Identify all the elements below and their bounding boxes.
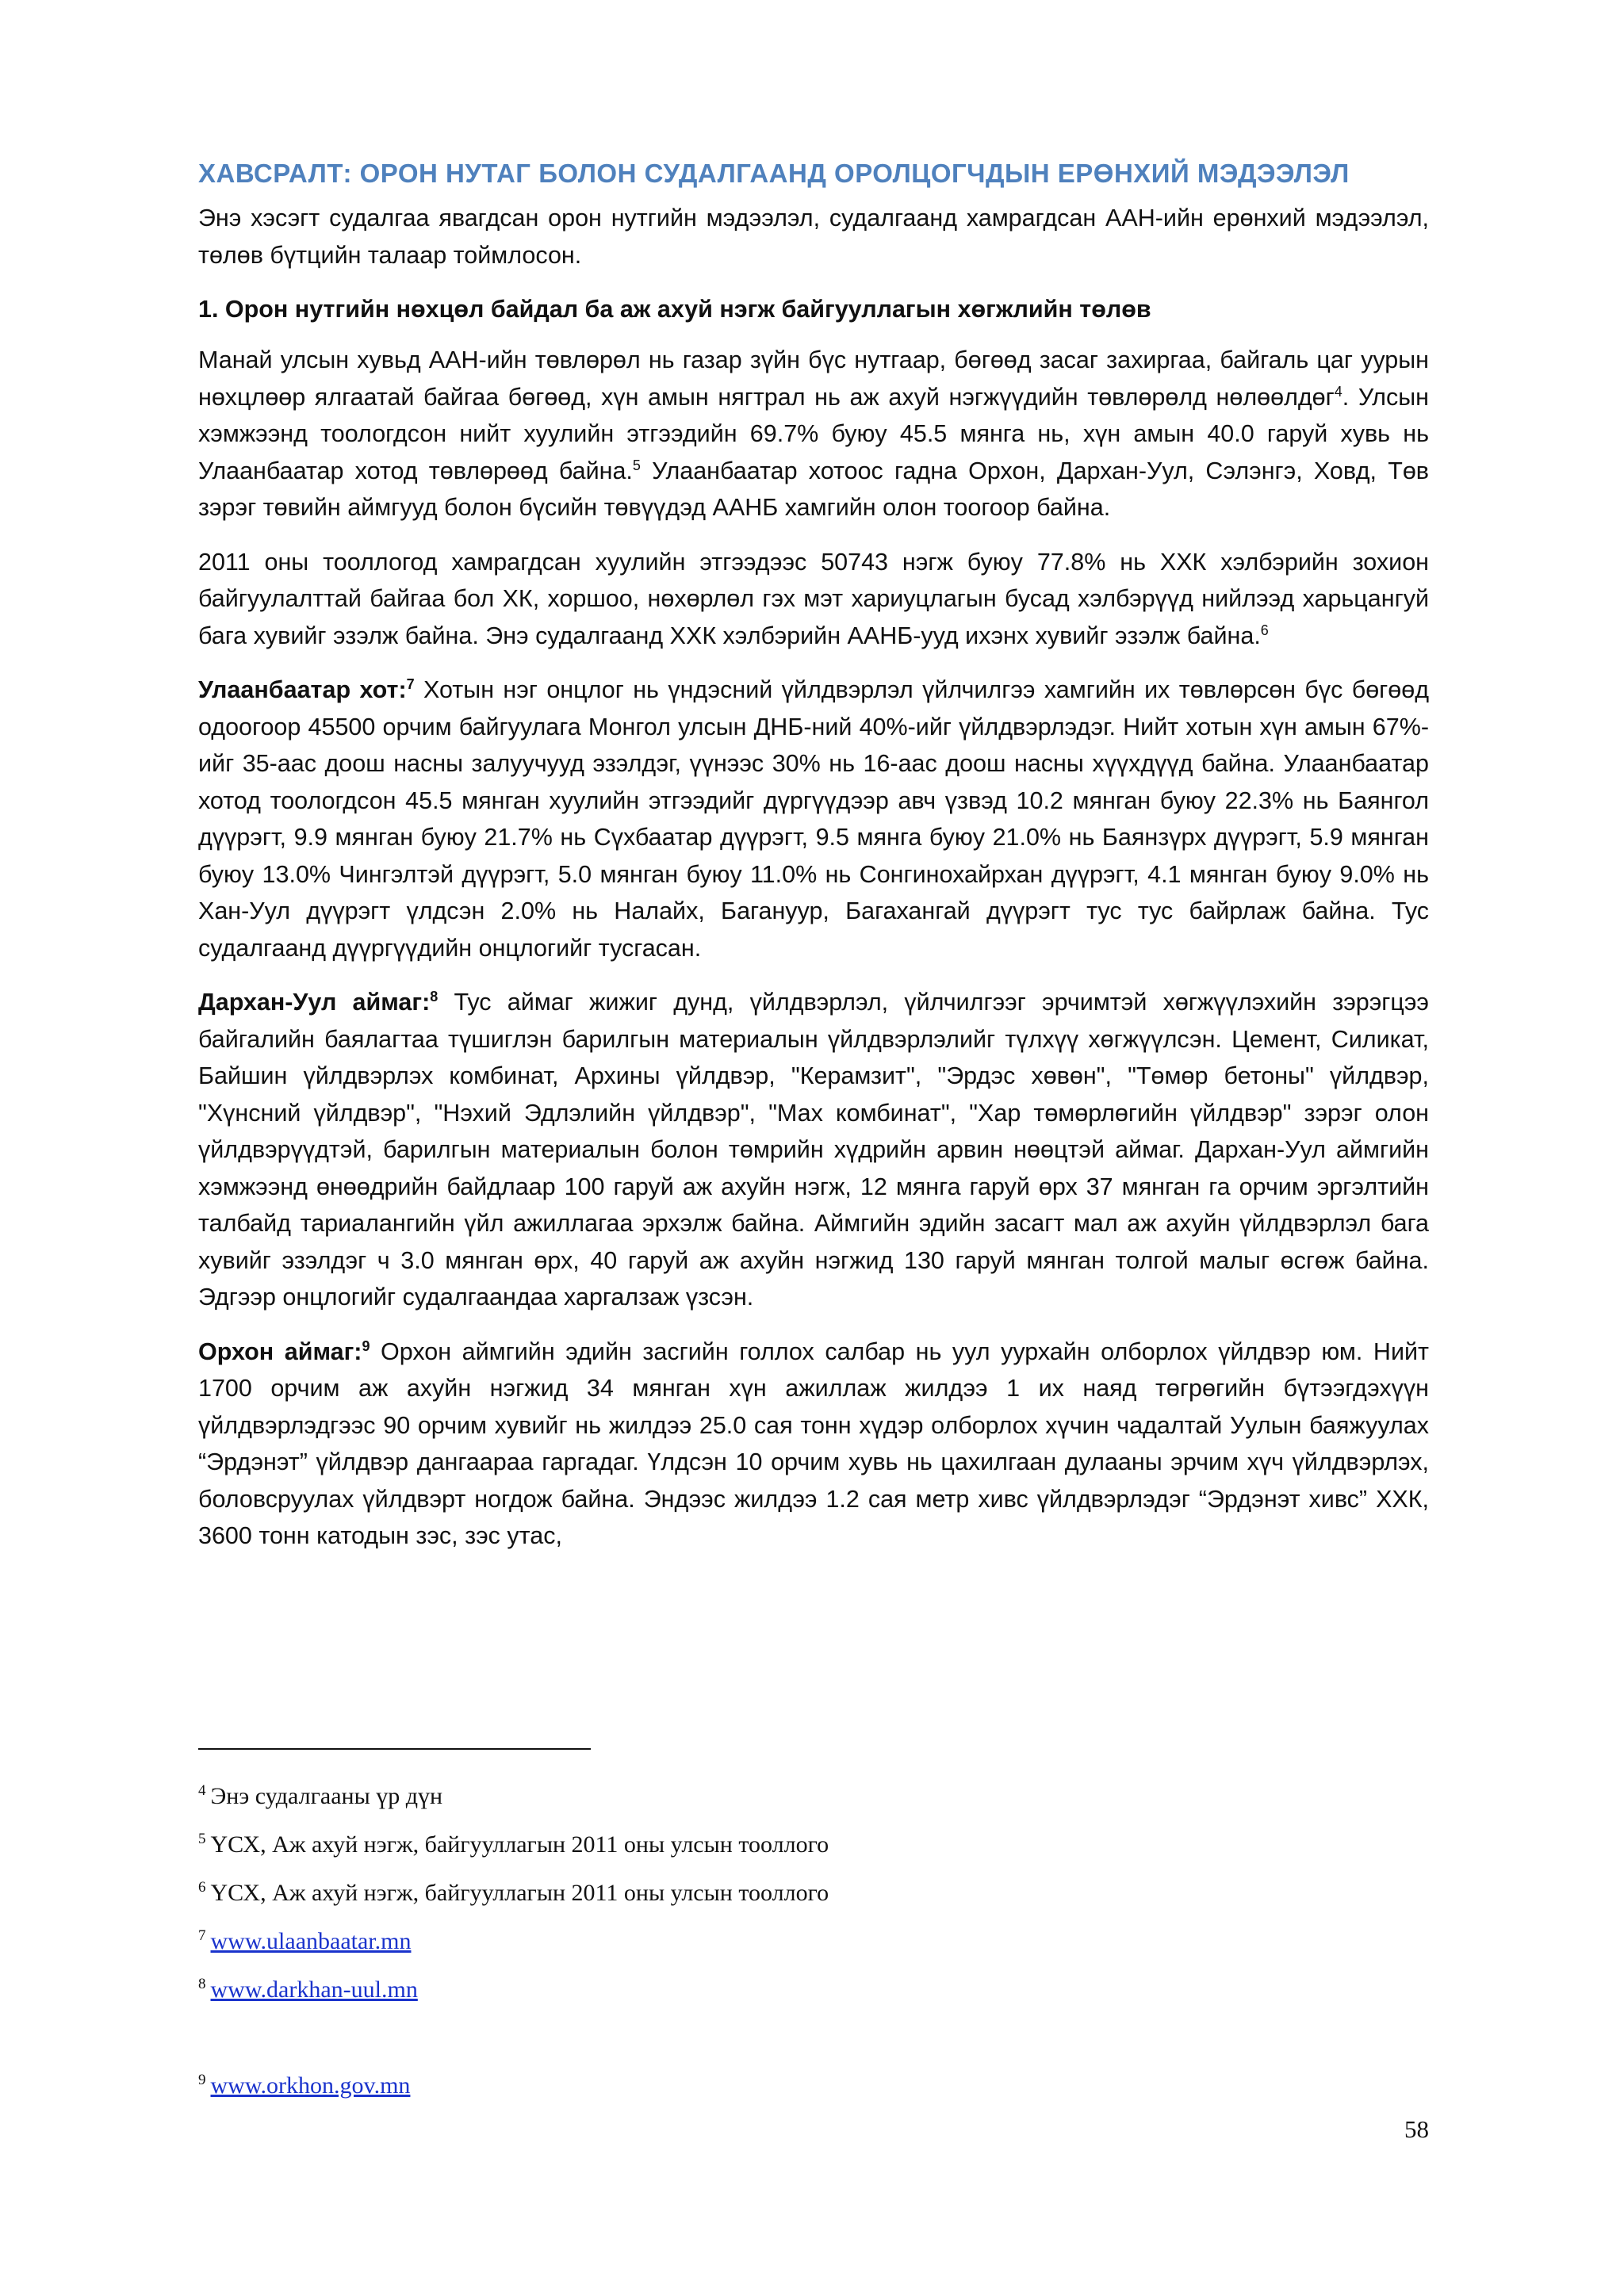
footnote-item (198, 1869, 1429, 1917)
paragraph-text: Орхон аймгийн эдийн засгийн голлох салбар нь уул уурхайн олборлох үйлдвэр юм. Нийт 1700 орчим аж ахуйн нэгжид 34 мянган хүн ажиллаж жилдээ 1 их наяд төгрөгийн бүтээгдэхүүн үйлдвэрлэдгээс 90 орчим хувийг нь жилдээ 25.0 сая тонн хүдэр олборлох хүчин чадалтай Уулын баяжуулах “Эрдэнэт” үйлдвэр дангаараа гаргадаг. Үлдсэн 10 орчим хувь нь цахилгаан дулааны эрчим хүч үйлдвэрлэх, боловсруулах үйлдвэрт ногдож байна. Эндээс жилдээ 1.2 сая метр хивс үйлдвэрлэдэг “Эрдэнэт хивс” ХХК, 3600 тонн катодын зэс, зэс утас, (198, 1337, 1429, 1549)
lead-orkhon: Орхон аймаг: (198, 1337, 362, 1365)
footnote-ref[interactable]: 7 (406, 675, 415, 692)
appendix-heading: ХАВСРАЛТ: ОРОН НУТАГ БОЛОН СУДАЛГААНД ОРОЛЦОГЧДЫН ЕРӨНХИЙ МЭДЭЭЛЭЛ (198, 159, 1350, 188)
footnote-number: 4 (198, 1782, 206, 1799)
paragraph-ulaanbaatar (198, 672, 1429, 966)
footnote-number: 8 (198, 1976, 206, 1992)
paragraph-orkhon (198, 1334, 1429, 1555)
footnote-number: 7 (198, 1927, 206, 1944)
footnote-ref[interactable]: 5 (632, 457, 641, 473)
paragraph-text: Манай улсын хувьд ААН-ийн төвлөрөл нь газар зүйн бүс нутгаар, бөгөөд засаг захиргаа, байгаль цаг уурын нөхцлөөр ялгаатай байгаа бөгөөд, хүн амын нягтрал нь аж ахуй нэгжүүдийн төвлөрөлд нөлөөлдөг (198, 346, 1429, 411)
footnote-link-ulaanbaatar[interactable]: www.ulaanbaatar.mn (210, 1928, 412, 1954)
footnotes (198, 1772, 1429, 2110)
footnote-ref[interactable]: 8 (430, 988, 439, 1004)
footnote-item (198, 1965, 1429, 2014)
document-body (198, 151, 1429, 1572)
footnote-text: ҮСХ, Аж ахуй нэгж, байгууллагын 2011 оны улсын тооллого (210, 1880, 829, 1906)
paragraph-concentration (198, 342, 1429, 526)
footnote-ref[interactable]: 6 (1260, 622, 1269, 638)
footnote-separator (198, 1748, 591, 1750)
lead-ulaanbaatar: Улаанбаатар хот: (198, 676, 407, 703)
footnote-text: ҮСХ, Аж ахуй нэгж, байгууллагын 2011 оны улсын тооллого (210, 1831, 829, 1858)
footnote-item (198, 1820, 1429, 1869)
footnote-link-darkhan[interactable]: www.darkhan-uul.mn (210, 1976, 418, 2003)
paragraph-text: Хотын нэг онцлог нь үндэсний үйлдвэрлэл үйлчилгээ хамгийн их төвлөрсөн бүс бөгөөд одоогоор 45500 орчим байгуулага Монгол улсын ДНБ-ний 40%-ийг үйлдвэрлэдэг. Нийт хотын хүн амын 67%-ийг 35-аас доош насны залуучууд эзэлдэг, үүнээс 30% нь 16-аас доош насны хүүхдүүд байна. Улаанбаатар хотод тоологдсон 45.5 мянган хуулийн этгээдийг дүргүүдээр авч үзвэд 10.2 мянган буюу 22.3% нь Баянгол дүүрэгт, 9.9 мянган буюу 21.7% нь Сүхбаатар дүүрэгт, 9.5 мянга буюу 21.0% нь Баянзүрх дүүрэгт, 5.9 мянган буюу 13.0% Чингэлтэй дүүрэгт, 5.0 мянган буюу 11.0% нь Сонгинохайрхан дүүрэгт, 4.1 мянган буюу 9.0% нь Хан-Уул дүүрэгт үлдсэн 2.0% нь Налайх, Багануур, Багахангай дүүрэгт тус тус байрлаж байна. Тус судалгаанд дүүргүүдийн онцлогийг тусгасан. (198, 676, 1429, 962)
section-title: 1. Орон нутгийн нөхцөл байдал ба аж ахуй нэгж байгууллагын хөгжлийн төлөв (198, 296, 1151, 323)
footnote-link-orkhon[interactable]: www.orkhon.gov.mn (210, 2072, 411, 2099)
intro-paragraph: Энэ хэсэгт судалгаа явагдсан орон нутгийн мэдээлэл, судалгаанд хамрагдсан ААН-ийн ерөнхий мэдээлэл, төлөв бүтцийн талаар тоймлосон. (198, 205, 1429, 269)
footnote-number: 6 (198, 1879, 206, 1896)
footnote-item (198, 2061, 1429, 2110)
page-number: 58 (1404, 2115, 1429, 2143)
lead-darkhan: Дархан-Уул аймаг: (198, 989, 431, 1016)
footnote-number: 5 (198, 1831, 206, 1847)
paragraph-darkhan (198, 984, 1429, 1316)
footnote-text: Энэ судалгааны үр дүн (210, 1783, 443, 1809)
footnote-ref[interactable]: 9 (362, 1337, 370, 1354)
paragraph-text: 2011 оны тооллогод хамрагдсан хуулийн этгээдээс 50743 нэгж буюу 77.8% нь ХХК хэлбэрийн зохион байгуулалттай байгаа бол ХК, хоршоо, нөхөрлөл гэх мэт хариуцлагын бусад хэлбэрүүд нийлээд харьцангуй бага хувийг эзэлж байна. Энэ судалгаанд ХХК хэлбэрийн ААНБ-ууд ихэнх хувийг эзэлж байна. (198, 548, 1429, 649)
paragraph-text: Улаанбаатар хотоос гадна Орхон, Дархан-Уул, Сэлэнгэ, Ховд, Төв зэрэг төвийн аймгууд болон бүсийн төвүүдэд ААНБ хамгийн олон тоогоор байна. (198, 457, 1429, 521)
paragraph-census (198, 544, 1429, 655)
paragraph-text: . Улсын хэмжээнд тоологдсон нийт хуулийн этгээдийн 69.7% буюу 45.5 мянга нь, хүн амын 40.0 гаруй хувь нь Улаанбаатар хотод төвлөрөөд байна. (198, 383, 1429, 484)
footnote-number: 9 (198, 2072, 206, 2088)
footnote-item (198, 1772, 1429, 1820)
footnote-item (198, 1917, 1429, 1965)
footnote-ref[interactable]: 4 (1334, 383, 1342, 400)
paragraph-text: Тус аймаг жижиг дунд, үйлдвэрлэл, үйлчилгээг эрчимтэй хөгжүүлэхийн зэрэгцээ байгалийн баялагтаа түшиглэн барилгын материалын үйлдвэрлэлийг түлхүү хөгжүүлсэн. Цемент, Силикат, Байшин үйлдвэрлэх комбинат, Архины үйлдвэр, "Керамзит", "Эрдэс хөвөн", "Төмөр бетоны" үйлдвэр, "Хүнсний үйлдвэр", "Нэхий Эдлэлийн үйлдвэр", "Мах комбинат", "Хар төмөрлөгийн үйлдвэр" зэрэг олон үйлдвэрүүдтэй, барилгын материалын болон төмрийн хүдрийн арвин нөөцтэй аймаг. Дархан-Уул аймгийн хэмжээнд өнөөдрийн байдлаар 100 гаруй аж ахуйн нэгж, 12 мянга гаруй өрх 37 мянган га орчим эргэлтийн талбайд тариалангийн үйл ажиллагаа эрхэлж байна. Аймгийн эдийн засагт мал аж ахуйн үйлдвэрлэл бага хувийг эзэлдэг ч 3.0 мянган өрх, 40 гаруй аж ахуйн нэгжид 130 гаруй мянган толгой малыг өсгөж байна. Эдгээр онцлогийг судалгаандаа харгалзаж үзсэн. (198, 989, 1429, 1311)
